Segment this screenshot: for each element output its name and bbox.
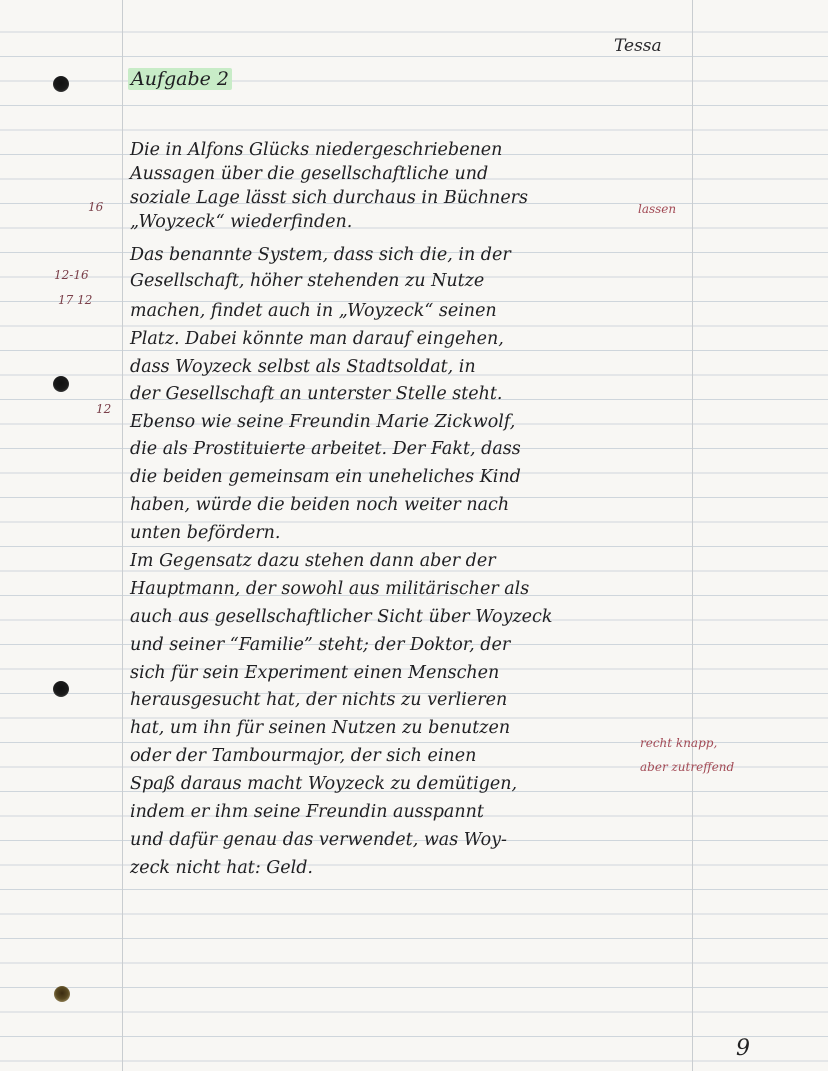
- page-number: 9: [736, 1036, 750, 1061]
- text-line: Das benannte System, dass sich die, in der: [130, 245, 511, 265]
- teacher-note: recht knapp,: [640, 736, 718, 750]
- task-title: [128, 70, 232, 89]
- author-name: Tessa: [614, 36, 662, 56]
- text-line: Die in Alfons Glücks niedergeschriebenen: [130, 140, 503, 160]
- margin-score: 17 12: [58, 293, 93, 307]
- text-line: der Gesellschaft an unterster Stelle steht.: [130, 384, 503, 404]
- margin-score: 16: [88, 200, 104, 214]
- left-margin-line: [122, 0, 123, 1071]
- text-line: Platz. Dabei könnte man darauf eingehen,: [130, 329, 504, 349]
- text-line: oder der Tambourmajor, der sich einen: [130, 746, 477, 766]
- text-line: und seiner “Familie” steht; der Doktor, der: [130, 635, 511, 655]
- text-line: indem er ihm seine Freundin ausspannt: [130, 802, 484, 822]
- text-line: zeck nicht hat: Geld.: [130, 858, 313, 878]
- punch-hole: [54, 986, 70, 1002]
- punch-hole: [53, 76, 69, 92]
- text-line: und dafür genau das verwendet, was Woy-: [130, 830, 507, 850]
- text-line: Spaß daraus macht Woyzeck zu demütigen,: [130, 774, 518, 794]
- margin-score: 12-16: [54, 268, 89, 282]
- text-line: Im Gegensatz dazu stehen dann aber der: [130, 551, 496, 571]
- margin-score: 12: [96, 402, 112, 416]
- right-margin-line: [692, 0, 693, 1071]
- text-line: haben, würde die beiden noch weiter nach: [130, 495, 510, 515]
- punch-hole: [53, 376, 69, 392]
- text-line: Gesellschaft, höher stehenden zu Nutze: [130, 271, 485, 291]
- text-line: „Woyzeck“ wiederfinden.: [130, 212, 353, 232]
- task-title-text: Aufgabe 2: [128, 68, 232, 90]
- text-line: herausgesucht hat, der nichts zu verlieren: [130, 690, 508, 710]
- text-line: die als Prostituierte arbeitet. Der Fakt, dass: [130, 439, 521, 459]
- text-line: auch aus gesellschaftlicher Sicht über Woyzeck: [130, 607, 553, 627]
- text-line: sich für sein Experiment einen Menschen: [130, 663, 500, 683]
- teacher-note: aber zutreffend: [640, 760, 735, 774]
- text-line: die beiden gemeinsam ein uneheliches Kind: [130, 467, 521, 487]
- text-line: Aussagen über die gesellschaftliche und: [130, 164, 489, 184]
- text-line: hat, um ihn für seinen Nutzen zu benutzen: [130, 718, 511, 738]
- text-line: Ebenso wie seine Freundin Marie Zickwolf,: [130, 412, 516, 432]
- text-line: Hauptmann, der sowohl aus militärischer als: [130, 579, 530, 599]
- text-line: soziale Lage lässt sich durchaus in Büchners: [130, 188, 529, 208]
- text-line: machen, findet auch in „Woyzeck“ seinen: [130, 301, 497, 321]
- teacher-note: lassen: [638, 202, 677, 216]
- text-line: dass Woyzeck selbst als Stadtsoldat, in: [130, 357, 476, 377]
- punch-hole: [53, 681, 69, 697]
- text-line: unten befördern.: [130, 523, 281, 543]
